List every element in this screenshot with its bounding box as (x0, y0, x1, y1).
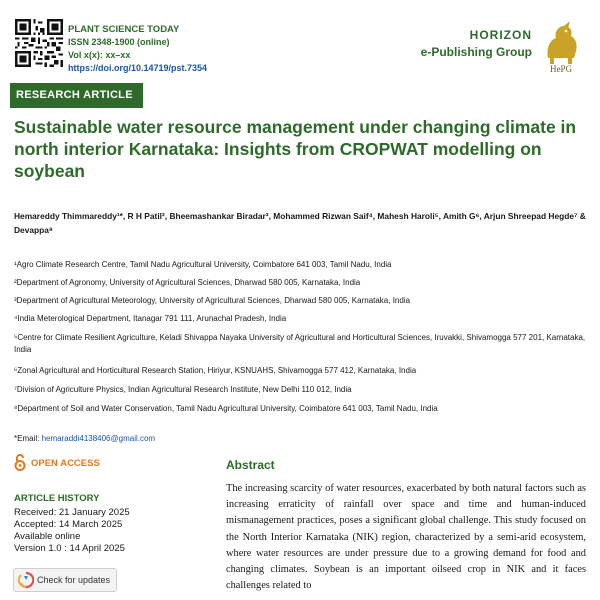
publisher-name-line2: e-Publishing Group (420, 45, 532, 59)
history-accepted: Accepted: 14 March 2025 (14, 519, 123, 530)
affiliation-2: ²Department of Agronomy, University of Agricultural Sciences, Dharwad 580 005, Karnataka, India (14, 278, 361, 287)
affiliation-4: ⁴India Meterological Department, Itanagar 791 111, Arunachal Pradesh, India (14, 314, 287, 323)
publisher-name (421, 28, 532, 59)
affiliation-8: ⁸Department of Soil and Water Conservation, Tamil Nadu Agricultural University, Coimbatore 641 003, Tamil Nadu, India (14, 404, 438, 413)
abstract-text: The increasing scarcity of water resources, exacerbated by both natural factors such as increasing erraticity of rainfall over space and time and human-induced mismanagement practices, poses a significant global challenge. This study focused on the North Interior Karnataka (NIK) region, characterized by a semi-arid ecosystem, where water resources are under pressure due to a growing demand for food and changing climates. Soybean is an important oilseed crop in NIK and it faces challenges related to (226, 483, 586, 592)
check-for-updates-button[interactable] (13, 568, 117, 592)
author-list: Hemareddy Thimmareddy¹*, R H Patil², Bheemashankar Biradar³, Mohammed Rizwan Saif⁴, Mahesh Haroli⁵, Amith G⁶, Arjun Shreepad Hegde⁷ & Devappa⁸ (14, 211, 586, 235)
affiliation-6: ⁶Zonal Agricultural and Horticultural Research Station, Hiriyur, KSNUAHS, Shivamogga 577 412, Karnataka, India (14, 366, 417, 375)
publisher-logo (540, 18, 582, 74)
history-available: Available online (14, 531, 81, 542)
journal-name: PLANT SCIENCE TODAY (68, 24, 180, 35)
affiliation-5: ⁵Centre for Climate Resilient Agriculture, Keladi Shivappa Nayaka University of Agricultural and Horticultural Sciences, Iruvakki, Shivamogga 577 201, Karnataka, India (14, 333, 586, 354)
journal-volume: Vol x(x): xx–xx (68, 50, 131, 60)
article-type-banner: RESEARCH ARTICLE (10, 83, 143, 108)
journal-issn: ISSN 2348-1900 (online) (68, 37, 170, 47)
affiliation-3: ³Department of Agricultural Meteorology, University of Agricultural Sciences, Dharwad 580 005, Karnataka, India (14, 296, 411, 305)
email-link[interactable]: hemaraddi4138406@gmail.com (41, 434, 156, 443)
open-access-icon (14, 454, 26, 471)
publisher-logo-text: HePG (550, 64, 572, 74)
article-title: Sustainable water resource management under changing climate in north interior Karnataka: Insights from CROPWAT modelling on soybean (14, 117, 577, 181)
email-label: *Email: (14, 434, 42, 443)
abstract-heading: Abstract (226, 458, 275, 472)
doi-link[interactable]: https://doi.org/10.14719/pst.7354 (68, 63, 208, 73)
corresponding-email (14, 434, 155, 443)
history-received: Received: 21 January 2025 (14, 507, 130, 518)
publisher-name-line1: HORIZON (469, 28, 532, 42)
qr-code-icon (15, 19, 63, 67)
affiliation-1: ¹Agro Climate Research Centre, Tamil Nadu Agricultural University, Coimbatore 641 003, Tamil Nadu, India (14, 260, 392, 269)
affiliation-7: ⁷Division of Agriculture Physics, Indian Agricultural Research Institute, New Delhi 110 012, India (14, 385, 352, 394)
history-version: Version 1.0 : 14 April 2025 (14, 543, 125, 554)
open-access-label: OPEN ACCESS (31, 458, 100, 469)
check-for-updates-label: Check for updates (37, 575, 111, 585)
article-history-title: ARTICLE HISTORY (14, 493, 100, 504)
check-for-updates-icon (18, 572, 34, 588)
